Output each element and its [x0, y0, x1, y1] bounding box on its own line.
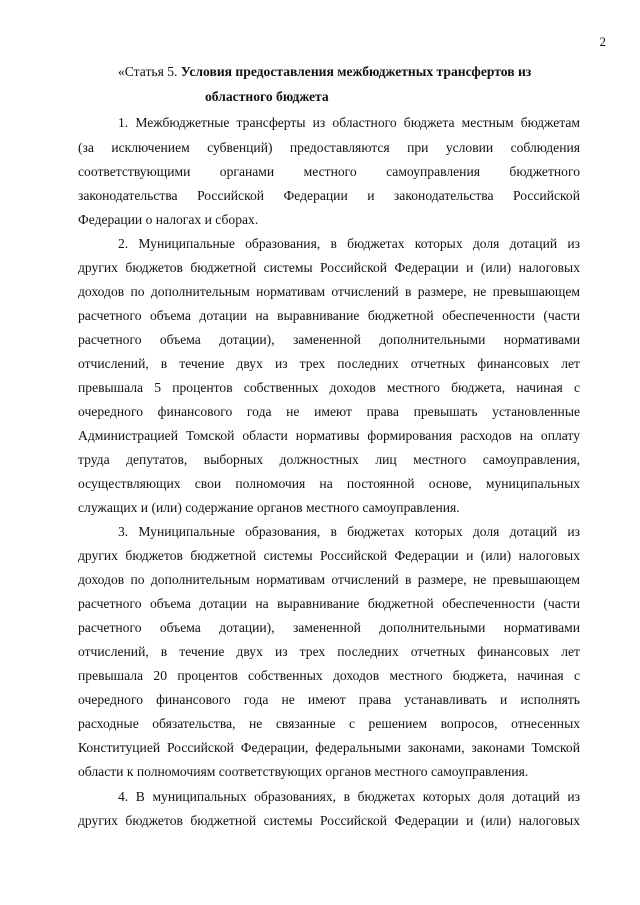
paragraph-3-line: 3. Муниципальные образования, в бюджетах которых доля дотаций из [118, 524, 580, 539]
paragraph-4-line: 4. В муниципальных образованиях, в бюджетах которых доля дотаций из [118, 789, 580, 804]
paragraph-3-line: отчислений, в течение двух из трех последних отчетных финансовых лет [78, 644, 580, 659]
paragraph-1-line: Федерации о налогах и сборах. [78, 212, 259, 227]
paragraph-3-line: области к полномочиям соответствующих органов местного самоуправления. [78, 764, 529, 779]
paragraph-2-line: 2. Муниципальные образования, в бюджетах которых доля дотаций из [118, 236, 580, 251]
paragraph-2-line: расчетного объема дотации на выравнивание бюджетной обеспеченности (части [78, 308, 580, 323]
article-title-part-2: областного бюджета [205, 89, 329, 104]
paragraph-3-line: расчетного объема дотации на выравнивание бюджетной обеспеченности (части [78, 596, 580, 611]
paragraph-3-line: Конституцией Российской Федерации, федеральными законами, законами Томской [78, 740, 580, 755]
paragraph-2-line: других бюджетов бюджетной системы Российской Федерации и (или) налоговых [78, 260, 580, 275]
paragraph-2-line: отчислений, в течение двух из трех последних отчетных финансовых лет [78, 356, 580, 371]
paragraph-3-line: расходные обязательства, не связанные с решением вопросов, отнесенных [78, 716, 580, 731]
paragraph-3-line: других бюджетов бюджетной системы Российской Федерации и (или) налоговых [78, 548, 580, 563]
paragraph-2-line: осуществляющих свои полномочия на постоянной основе, муниципальных [78, 476, 580, 491]
paragraph-1-line: законодательства Российской Федерации и законодательства Российской [78, 188, 580, 203]
paragraph-2-line: труда депутатов, выборных должностных лиц местного самоуправления, [78, 452, 580, 467]
page-number: 2 [599, 34, 606, 49]
paragraph-2-line: расчетного объема дотации), замененной дополнительными нормативами [78, 332, 580, 347]
paragraph-2-line: очередного финансового года не имеют права превышать установленные [78, 404, 580, 419]
paragraph-1-line: соответствующими органами местного самоуправления бюджетного [78, 164, 580, 179]
paragraph-3-line: превышала 20 процентов собственных доходов местного бюджета, начиная с [78, 668, 580, 683]
article-label: «Статья 5. [118, 64, 178, 79]
paragraph-4-line: других бюджетов бюджетной системы Российской Федерации и (или) налоговых [78, 813, 580, 828]
paragraph-2-line: доходов по дополнительным нормативам отчислений в размере, не превышающем [78, 284, 580, 299]
article-title-part-1: Условия предоставления межбюджетных трансфертов из [180, 64, 532, 79]
paragraph-3-line: доходов по дополнительным нормативам отчислений в размере, не превышающем [78, 572, 580, 587]
paragraph-2-line: превышала 5 процентов собственных доходов местного бюджета, начиная с [78, 380, 580, 395]
paragraph-1-line: 1. Межбюджетные трансферты из областного бюджета местным бюджетам [118, 115, 580, 130]
paragraph-3-line: расчетного объема дотации), замененной дополнительными нормативами [78, 620, 580, 635]
paragraph-2-line: служащих и (или) содержание органов местного самоуправления. [78, 500, 460, 515]
paragraph-3-line: очередного финансового года не имеют права устанавливать и исполнять [78, 692, 580, 707]
paragraph-2-line: Администрацией Томской области нормативы формирования расходов на оплату [78, 428, 580, 443]
paragraph-1-line: (за исключением субвенций) предоставляются при условии соблюдения [78, 140, 580, 155]
heading-line-1 [118, 64, 531, 80]
